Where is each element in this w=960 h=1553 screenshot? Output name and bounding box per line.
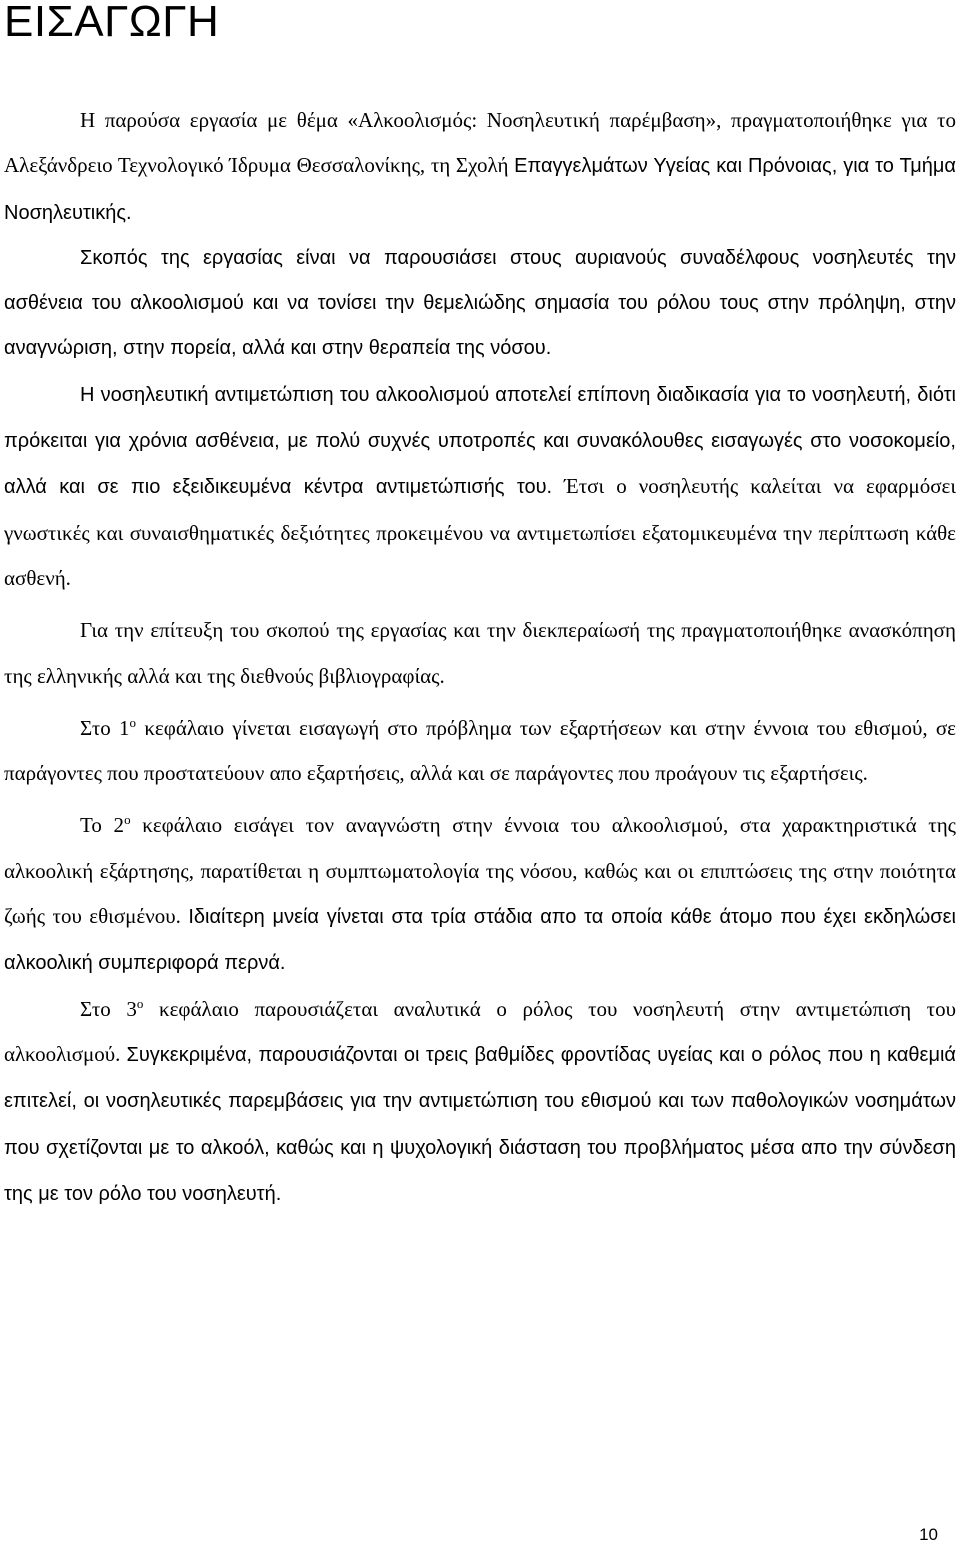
chapter-2-continuation: Ιδιαίτερη μνεία γίνεται στα τρία στάδια απο τα οποία κάθε άτομο που έχει εκδηλώσει αλκοολική συμπεριφορά περνά.	[4, 906, 956, 975]
chapter-3-continuation: Συγκεκριμένα, παρουσιάζονται οι τρεις βαθμίδες φροντίδας υγείας και ο ρόλος που η καθεμιά επιτελεί, οι νοσηλευτικές παρεμβάσεις για την αντιμετώπιση του εθισμού και των παθολογικών νοσημάτων που σχετίζονται με το αλκοόλ, καθώς και η ψυχολογική διάσταση του προβλήματος μέσα απο την σύνδεση της με τον ρόλο του νοσηλευτή.	[4, 1043, 956, 1205]
paragraph-intro	[4, 98, 956, 236]
paragraph-nursing-care-text: Η νοσηλευτική αντιμετώπιση του αλκοολισμού αποτελεί επίπονη διαδικασία για το νοσηλευτή, διότι πρόκειται για χρόνια ασθένεια, με πολύ συχνές υποτροπές και συνακόλουθες εισαγωγές στο νοσοκομείο, αλλά και σε πιο εξειδικευμένα κέντρα αντιμετώπισής του.	[4, 383, 956, 499]
chapter-3-text: κεφάλαιο παρουσιάζεται αναλυτικά ο ρόλος του νοσηλευτή στην αντιμετώπιση του αλκοολισμού.	[4, 996, 956, 1066]
paragraph-chapter-2	[4, 803, 956, 986]
paragraph-chapter-3	[4, 987, 956, 1217]
chapter-1-lead: Στο 1	[80, 715, 130, 740]
paragraph-nursing-care	[4, 372, 956, 601]
page-number: 10	[919, 1525, 938, 1544]
chapter-2-lead: Το 2	[80, 813, 125, 838]
page-title: ΕΙΣΑΓΩΓΗ	[4, 0, 220, 46]
chapter-2-ordinal: ο	[124, 812, 131, 828]
chapter-3-lead: Στο 3	[80, 996, 137, 1021]
paragraph-purpose: Σκοπός της εργασίας είναι να παρουσιάσει στους αυριανούς συναδέλφους νοσηλευτές την ασθένεια του αλκοολισμού και να τονίσει την θεμελιώδης σημασία του ρόλου τους στην πρόληψη, στην αναγνώριση, στην πορεία, αλλά και στην θεραπεία της νόσου.	[4, 246, 956, 360]
paragraph-intro-text: Η παρούσα εργασία με θέμα «Αλκοολισμός: Νοσηλευτική παρέμβαση», πραγματοποιήθηκε για το Αλεξάνδρειο Τεχνολογικό Ίδρυμα Θεσσαλονίκης, τη Σχολή	[4, 108, 956, 178]
chapter-1-text: κεφάλαιο γίνεται εισαγωγή στο πρόβλημα των εξαρτήσεων και στην έννοια του εθισμού, σε παράγοντες που προστατεύουν απο εξαρτήσεις, αλλά και σε παράγοντες που προάγουν τις εξαρτήσεις.	[4, 715, 956, 786]
paragraph-chapter-1	[4, 706, 956, 797]
chapter-2-text: κεφάλαιο εισάγει τον αναγνώστη στην έννοια του αλκοολισμού, στα χαρακτηριστικά της αλκοολική εξάρτησης, παρατίθεται η συμπτωματολογία της νόσου, καθώς και οι επιπτώσεις της στην ποιότητα ζωής του εθισμένου.	[4, 813, 956, 929]
paragraph-nursing-care-continuation: Έτσι ο νοσηλευτής καλείται να εφαρμόσει γνωστικές και συναισθηματικές δεξιότητες προκειμένου να αντιμετωπίσει εξατομικευμένα την περίπτωση κάθε ασθενή.	[4, 474, 956, 590]
paragraph-intro-continuation: Επαγγελμάτων Υγείας και Πρόνοιας, για το Τμήμα Νοσηλευτικής.	[4, 155, 956, 224]
paragraph-methodology: Για την επίτευξη του σκοπού της εργασίας και την διεκπεραίωσή της πραγματοποιήθηκε ανασκόπηση της ελληνικής αλλά και της διεθνούς βιβλιογραφίας.	[4, 618, 956, 688]
chapter-1-ordinal: ο	[129, 714, 137, 730]
chapter-3-ordinal: ο	[136, 995, 144, 1011]
document-body	[4, 98, 956, 1217]
